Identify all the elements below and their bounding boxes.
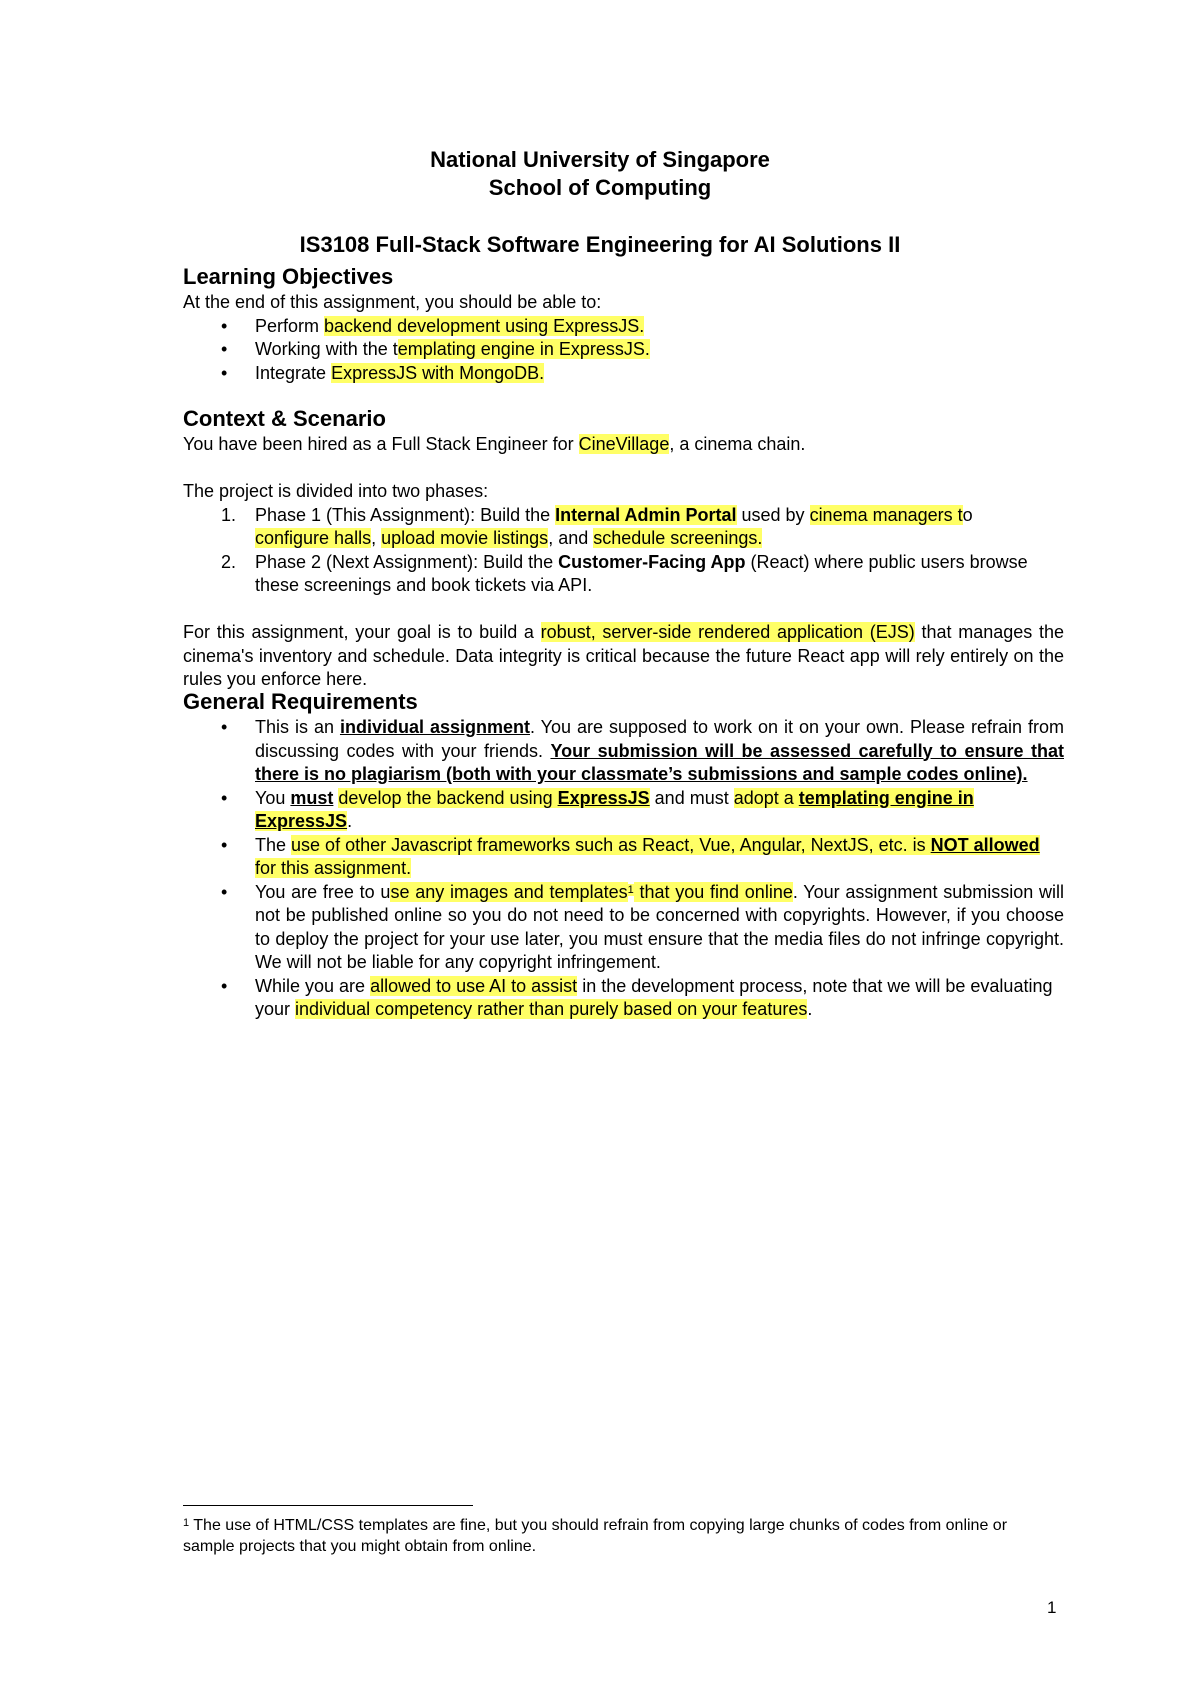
context-line: You have been hired as a Full Stack Engineer for CineVillage, a cinema chain. (183, 434, 806, 454)
learning-objectives-intro: At the end of this assignment, you should be able to: (183, 292, 602, 312)
bullet-icon: • (221, 881, 228, 902)
bullet-icon: • (221, 339, 228, 359)
general-requirements-heading: General Requirements (183, 689, 418, 714)
footnote-divider (183, 1505, 473, 1506)
bullet-icon: • (221, 315, 228, 336)
requirement-item: • While you are allowed to use AI to assist in the development process, note that we will be evaluating your individual competency rather than purely based on your features. (221, 975, 1053, 1019)
school-name: School of Computing (488, 175, 712, 200)
requirements-list (183, 716, 1064, 1022)
requirement-item: • This is an individual assignment. You are supposed to work on it on your own. Please refrain from discussing codes with your friends. Your submission will be assessed carefully to ensure that there is no plagiarism (both with your classmate’s submissions and sample codes online). (221, 717, 1064, 784)
objective-item: • Integrate ExpressJS with MongoDB. (183, 362, 1064, 386)
university-name: National University of Singapore (430, 147, 770, 172)
course-title: IS3108 Full-Stack Software Engineering for AI Solutions II (299, 232, 901, 257)
context-heading: Context & Scenario (183, 406, 386, 431)
objective-item: • Perform backend development using ExpressJS. (183, 315, 1064, 339)
bullet-icon: • (221, 834, 228, 855)
phases-list (183, 504, 1064, 598)
requirement-item: • The use of other Javascript frameworks such as React, Vue, Angular, NextJS, etc. is NOT allowed for this assignment. (221, 834, 1040, 878)
phase-item: 2. Phase 2 (Next Assignment): Build the Customer-Facing App (React) where public users browse these screenings and book tickets via API. (221, 551, 1028, 595)
learning-objectives-section (183, 263, 1064, 385)
footnote: $^1$ The use of HTML/CSS templates are fine, but you should refrain from copying large chunks of codes from online or sample projects that you might obtain from online. (183, 1517, 1008, 1555)
phase-item: 1. Phase 1 (This Assignment): Build the Internal Admin Portal used by cinema managers to configure halls, upload movie listings, and schedule screenings. (221, 504, 973, 548)
bullet-icon: • (221, 787, 228, 808)
bullet-icon: • (221, 362, 228, 383)
learning-objectives-list (183, 315, 1064, 386)
page-number: 1 (1047, 1598, 1057, 1617)
objective-item: • Working with the templating engine in ExpressJS. (183, 338, 1064, 362)
footnote-ref: 1 (627, 883, 634, 896)
goal-paragraph: For this assignment, your goal is to build a robust, server-side rendered application (EJS) that manages the cinema's inventory and schedule. Data integrity is critical because the future React app will rely entirely on the rules you enforce here. (183, 622, 1064, 689)
context-section (183, 405, 1064, 692)
bullet-icon: • (221, 975, 228, 996)
phases-intro: The project is divided into two phases: (183, 481, 489, 501)
general-requirements-section (183, 688, 1064, 1022)
bullet-icon: • (221, 717, 228, 737)
requirement-item: • You must develop the backend using ExpressJS and must adopt a templating engine in ExpressJS. (221, 787, 974, 831)
requirement-item: • You are free to use any images and templates$^1$ that you find online. Your assignment submission will not be published online so you do not need to be concerned with copyrights. However, if you choose to deploy the project for your use later, you must ensure that the media files do not infringe copyright. We will not be liable for any copyright infringement. (221, 881, 1064, 972)
learning-objectives-heading: Learning Objectives (183, 264, 394, 289)
